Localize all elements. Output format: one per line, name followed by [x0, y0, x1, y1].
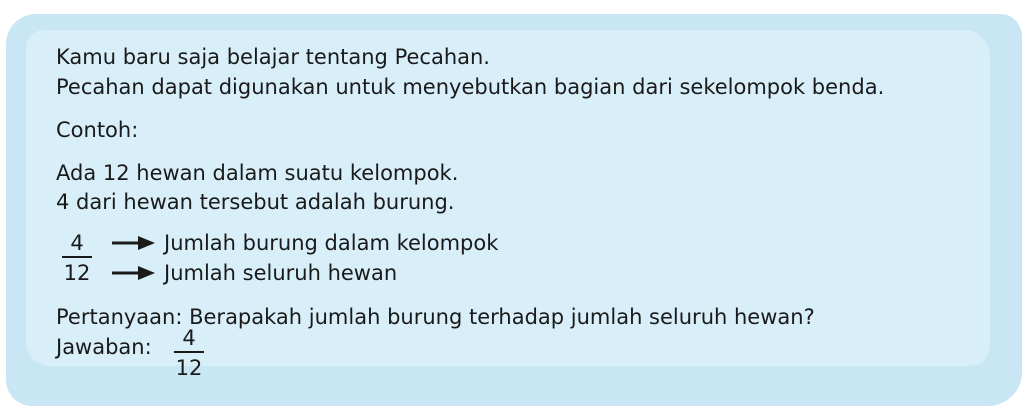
fraction-numerator: 4 — [70, 231, 84, 255]
denominator-description: Jumlah seluruh hewan — [164, 261, 398, 285]
fraction-bar — [62, 256, 92, 258]
numerator-description: Jumlah burung dalam kelompok — [164, 231, 499, 255]
intro-line-2: Pecahan dapat digunakan untuk menyebutkan bagian dari sekelompok benda. — [56, 75, 885, 99]
intro-line-1: Kamu baru saja belajar tentang Pecahan. — [56, 45, 490, 69]
question-text: Pertanyaan: Berapakah jumlah burung terhadap jumlah seluruh hewan? — [56, 305, 815, 329]
arrow-right-icon — [112, 235, 156, 251]
example-fraction — [62, 231, 92, 285]
example-line-2: 4 dari hewan tersebut adalah burung. — [56, 190, 455, 214]
answer-fraction-bar — [174, 351, 204, 353]
example-line-1: Ada 12 hewan dalam suatu kelompok. — [56, 161, 459, 185]
answer-numerator: 4 — [182, 326, 196, 350]
example-label: Contoh: — [56, 118, 139, 142]
answer-label: Jawaban: — [56, 335, 152, 359]
arrow-right-icon — [112, 265, 156, 281]
answer-fraction — [174, 326, 204, 380]
answer-denominator: 12 — [175, 356, 203, 380]
fraction-denominator: 12 — [63, 261, 91, 285]
